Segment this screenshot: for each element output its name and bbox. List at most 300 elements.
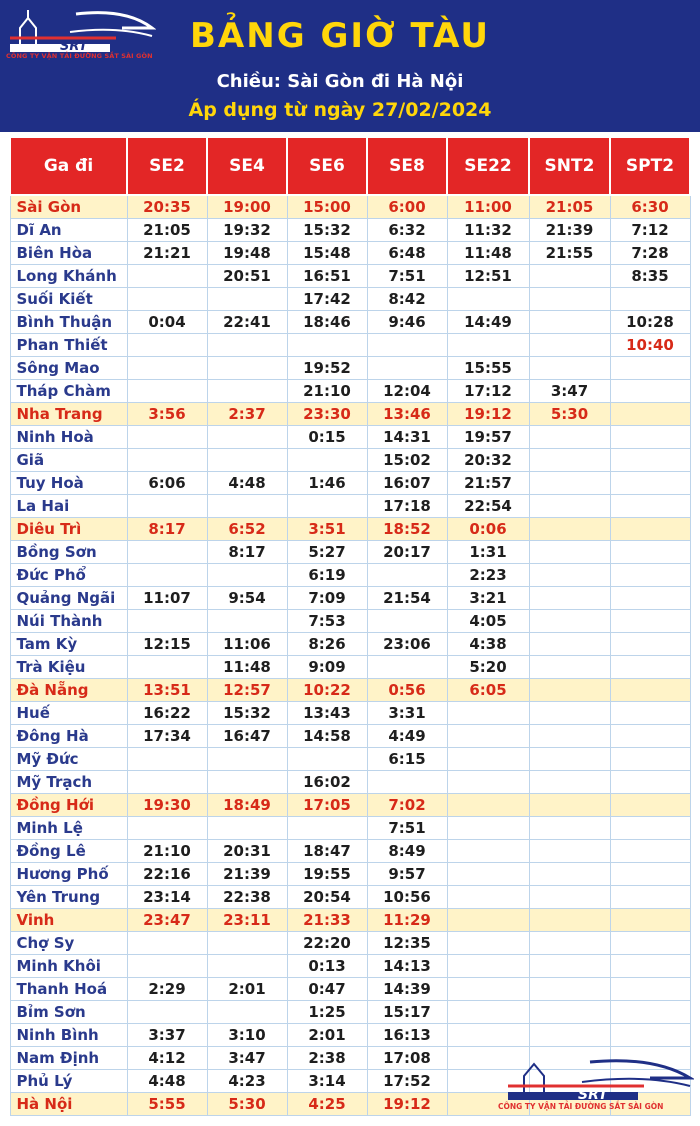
departure-time: 17:52	[367, 1070, 447, 1093]
departure-time	[529, 633, 610, 656]
station-name: Đồng Lê	[10, 840, 127, 863]
departure-time: 13:46	[367, 403, 447, 426]
footer-company-name: CÔNG TY VẬN TẢI ĐƯỜNG SẮT SÀI GÒN	[498, 1102, 664, 1111]
departure-time: 17:42	[287, 288, 367, 311]
table-row	[10, 909, 690, 932]
departure-time	[207, 932, 287, 955]
departure-time: 4:48	[127, 1070, 207, 1093]
direction-subtitle: Chiều: Sài Gòn đi Hà Nội	[216, 71, 464, 92]
departure-time	[447, 288, 529, 311]
departure-time: 15:32	[207, 702, 287, 725]
column-header-row	[10, 137, 690, 195]
departure-time: 4:12	[127, 1047, 207, 1070]
station-name: Vinh	[10, 909, 127, 932]
departure-time: 10:40	[610, 334, 690, 357]
station-name: Sài Gòn	[10, 195, 127, 219]
departure-time	[610, 587, 690, 610]
departure-time	[610, 817, 690, 840]
departure-time	[610, 679, 690, 702]
departure-time	[529, 840, 610, 863]
departure-time: 22:41	[207, 311, 287, 334]
station-name: Huế	[10, 702, 127, 725]
departure-time	[287, 748, 367, 771]
station-name: Đồng Hới	[10, 794, 127, 817]
departure-time: 3:21	[447, 587, 529, 610]
station-name: Long Khánh	[10, 265, 127, 288]
departure-time	[529, 357, 610, 380]
departure-time	[529, 978, 610, 1001]
departure-time: 22:20	[287, 932, 367, 955]
departure-time	[610, 932, 690, 955]
departure-time: 15:55	[447, 357, 529, 380]
departure-time	[529, 725, 610, 748]
departure-time: 7:51	[367, 817, 447, 840]
departure-time	[127, 748, 207, 771]
departure-time	[127, 495, 207, 518]
table-row	[10, 817, 690, 840]
departure-time	[610, 541, 690, 564]
departure-time	[207, 380, 287, 403]
departure-time	[610, 610, 690, 633]
departure-time: 9:09	[287, 656, 367, 679]
departure-time	[529, 748, 610, 771]
departure-time: 8:17	[207, 541, 287, 564]
departure-time: 20:32	[447, 449, 529, 472]
departure-time: 1:31	[447, 541, 529, 564]
departure-time: 17:12	[447, 380, 529, 403]
departure-time: 4:23	[207, 1070, 287, 1093]
table-row	[10, 472, 690, 495]
departure-time	[447, 1024, 529, 1047]
departure-time: 4:38	[447, 633, 529, 656]
departure-time: 6:19	[287, 564, 367, 587]
departure-time	[529, 472, 610, 495]
departure-time: 2:23	[447, 564, 529, 587]
footer-logo-mark: SRT	[578, 1087, 608, 1103]
departure-time	[529, 610, 610, 633]
departure-time	[529, 1024, 610, 1047]
station-name: Ninh Hoà	[10, 426, 127, 449]
departure-time	[447, 725, 529, 748]
departure-time: 16:47	[207, 725, 287, 748]
station-name: Sông Mao	[10, 357, 127, 380]
departure-time	[529, 679, 610, 702]
departure-time: 21:10	[127, 840, 207, 863]
departure-time	[529, 518, 610, 541]
departure-time: 19:30	[127, 794, 207, 817]
departure-time	[610, 449, 690, 472]
departure-time: 15:00	[287, 195, 367, 219]
station-name: Biên Hòa	[10, 242, 127, 265]
station-name: Yên Trung	[10, 886, 127, 909]
departure-time	[287, 334, 367, 357]
logo-company-name: CÔNG TY VẬN TẢI ĐƯỜNG SẮT SÀI GÒN	[6, 52, 153, 60]
station-name: Nam Định	[10, 1047, 127, 1070]
departure-time	[127, 771, 207, 794]
departure-time	[610, 863, 690, 886]
departure-time: 18:52	[367, 518, 447, 541]
departure-time: 22:16	[127, 863, 207, 886]
departure-time	[447, 334, 529, 357]
departure-time	[207, 955, 287, 978]
departure-time: 15:02	[367, 449, 447, 472]
departure-time: 4:49	[367, 725, 447, 748]
column-header-train: SE8	[367, 137, 447, 195]
table-row	[10, 748, 690, 771]
table-row	[10, 426, 690, 449]
departure-time: 2:01	[207, 978, 287, 1001]
departure-time	[610, 955, 690, 978]
departure-time	[529, 656, 610, 679]
departure-time	[610, 748, 690, 771]
station-name: Diêu Trì	[10, 518, 127, 541]
departure-time: 8:49	[367, 840, 447, 863]
departure-time	[447, 702, 529, 725]
table-row	[10, 242, 690, 265]
column-header-train: SPT2	[610, 137, 690, 195]
departure-time: 19:12	[447, 403, 529, 426]
departure-time: 21:55	[529, 242, 610, 265]
departure-time: 0:56	[367, 679, 447, 702]
departure-time	[127, 265, 207, 288]
departure-time: 19:52	[287, 357, 367, 380]
departure-time: 9:54	[207, 587, 287, 610]
departure-time: 2:29	[127, 978, 207, 1001]
departure-time: 17:18	[367, 495, 447, 518]
departure-time: 21:10	[287, 380, 367, 403]
departure-time: 21:54	[367, 587, 447, 610]
departure-time: 6:05	[447, 679, 529, 702]
departure-time: 7:02	[367, 794, 447, 817]
departure-time	[610, 380, 690, 403]
station-name: Phan Thiết	[10, 334, 127, 357]
table-row	[10, 610, 690, 633]
table-row	[10, 403, 690, 426]
departure-time	[529, 288, 610, 311]
departure-time: 4:48	[207, 472, 287, 495]
station-name: Giã	[10, 449, 127, 472]
departure-time: 18:46	[287, 311, 367, 334]
departure-time	[610, 656, 690, 679]
departure-time: 15:48	[287, 242, 367, 265]
departure-time	[447, 771, 529, 794]
table-row	[10, 518, 690, 541]
departure-time	[529, 955, 610, 978]
departure-time: 6:52	[207, 518, 287, 541]
departure-time: 20:35	[127, 195, 207, 219]
departure-time	[127, 426, 207, 449]
departure-time: 17:34	[127, 725, 207, 748]
departure-time	[207, 288, 287, 311]
table-row	[10, 564, 690, 587]
departure-time	[367, 771, 447, 794]
departure-time: 0:13	[287, 955, 367, 978]
departure-time: 6:00	[367, 195, 447, 219]
departure-time: 20:31	[207, 840, 287, 863]
departure-time: 8:35	[610, 265, 690, 288]
departure-time	[127, 288, 207, 311]
station-name: Suối Kiết	[10, 288, 127, 311]
departure-time: 21:57	[447, 472, 529, 495]
departure-time: 20:54	[287, 886, 367, 909]
departure-time: 14:13	[367, 955, 447, 978]
departure-time	[529, 541, 610, 564]
departure-time	[447, 886, 529, 909]
departure-time: 16:02	[287, 771, 367, 794]
departure-time: 16:07	[367, 472, 447, 495]
departure-time: 19:12	[367, 1093, 447, 1116]
departure-time: 10:56	[367, 886, 447, 909]
departure-time	[529, 265, 610, 288]
departure-time	[287, 449, 367, 472]
departure-time: 17:08	[367, 1047, 447, 1070]
timetable	[9, 136, 689, 1116]
departure-time	[127, 449, 207, 472]
table-row	[10, 357, 690, 380]
departure-time: 21:39	[207, 863, 287, 886]
table-row	[10, 1001, 690, 1024]
departure-time	[610, 426, 690, 449]
departure-time	[367, 610, 447, 633]
departure-time	[287, 495, 367, 518]
departure-time	[529, 932, 610, 955]
station-name: Mỹ Đức	[10, 748, 127, 771]
departure-time	[610, 702, 690, 725]
departure-time: 8:17	[127, 518, 207, 541]
departure-time: 6:48	[367, 242, 447, 265]
station-name: Quảng Ngãi	[10, 587, 127, 610]
departure-time: 6:32	[367, 219, 447, 242]
page-title: BẢNG GIỜ TÀU	[190, 16, 490, 56]
departure-time	[610, 633, 690, 656]
departure-time: 21:05	[127, 219, 207, 242]
departure-time: 14:49	[447, 311, 529, 334]
departure-time	[529, 771, 610, 794]
station-name: Ninh Bình	[10, 1024, 127, 1047]
departure-time	[610, 840, 690, 863]
table-row	[10, 633, 690, 656]
departure-time: 18:47	[287, 840, 367, 863]
departure-time: 6:06	[127, 472, 207, 495]
column-header-train: SE22	[447, 137, 529, 195]
departure-time: 3:56	[127, 403, 207, 426]
departure-time: 3:14	[287, 1070, 367, 1093]
station-name: Nha Trang	[10, 403, 127, 426]
station-name: Bình Thuận	[10, 311, 127, 334]
departure-time: 5:27	[287, 541, 367, 564]
station-name: Thanh Hoá	[10, 978, 127, 1001]
departure-time	[529, 334, 610, 357]
departure-time: 7:51	[367, 265, 447, 288]
departure-time	[367, 357, 447, 380]
departure-time: 11:48	[447, 242, 529, 265]
departure-time: 5:30	[207, 1093, 287, 1116]
departure-time	[610, 1024, 690, 1047]
departure-time	[529, 449, 610, 472]
departure-time: 22:54	[447, 495, 529, 518]
departure-time: 20:17	[367, 541, 447, 564]
table-row	[10, 656, 690, 679]
departure-time	[610, 495, 690, 518]
departure-time	[610, 564, 690, 587]
table-row	[10, 771, 690, 794]
station-name: Hà Nội	[10, 1093, 127, 1116]
table-row	[10, 541, 690, 564]
station-name: Tam Kỳ	[10, 633, 127, 656]
departure-time	[529, 886, 610, 909]
departure-time	[529, 426, 610, 449]
departure-time	[610, 1001, 690, 1024]
departure-time: 11:29	[367, 909, 447, 932]
departure-time	[610, 909, 690, 932]
departure-time	[127, 564, 207, 587]
effective-date: Áp dụng từ ngày 27/02/2024	[188, 99, 492, 121]
departure-time	[207, 771, 287, 794]
departure-time: 23:30	[287, 403, 367, 426]
table-row	[10, 863, 690, 886]
departure-time: 10:28	[610, 311, 690, 334]
departure-time	[447, 817, 529, 840]
departure-time: 11:06	[207, 633, 287, 656]
departure-time	[447, 932, 529, 955]
departure-time	[207, 1001, 287, 1024]
departure-time	[447, 955, 529, 978]
table-row	[10, 725, 690, 748]
station-name: Trà Kiệu	[10, 656, 127, 679]
table-row	[10, 679, 690, 702]
column-header-train: SNT2	[529, 137, 610, 195]
departure-time: 2:01	[287, 1024, 367, 1047]
table-row	[10, 794, 690, 817]
station-name: Minh Lệ	[10, 817, 127, 840]
station-name: Phủ Lý	[10, 1070, 127, 1093]
table-row	[10, 311, 690, 334]
departure-time: 0:06	[447, 518, 529, 541]
departure-time	[529, 702, 610, 725]
departure-time: 11:07	[127, 587, 207, 610]
departure-time	[207, 495, 287, 518]
table-row	[10, 265, 690, 288]
departure-time: 3:51	[287, 518, 367, 541]
table-row	[10, 886, 690, 909]
departure-time	[529, 863, 610, 886]
departure-time	[529, 817, 610, 840]
departure-time: 14:39	[367, 978, 447, 1001]
departure-time	[529, 564, 610, 587]
departure-time: 23:47	[127, 909, 207, 932]
departure-time	[207, 426, 287, 449]
station-name: Bồng Sơn	[10, 541, 127, 564]
departure-time	[127, 955, 207, 978]
station-name: Đông Hà	[10, 725, 127, 748]
table-row	[10, 932, 690, 955]
table-row	[10, 219, 690, 242]
departure-time: 0:47	[287, 978, 367, 1001]
departure-time: 15:17	[367, 1001, 447, 1024]
departure-time	[610, 978, 690, 1001]
departure-time: 8:42	[367, 288, 447, 311]
departure-time: 0:04	[127, 311, 207, 334]
departure-time: 2:38	[287, 1047, 367, 1070]
station-name: Tuy Hoà	[10, 472, 127, 495]
departure-time	[447, 978, 529, 1001]
departure-time: 3:47	[207, 1047, 287, 1070]
departure-time	[127, 610, 207, 633]
departure-time: 18:49	[207, 794, 287, 817]
departure-time: 0:15	[287, 426, 367, 449]
table-row	[10, 334, 690, 357]
departure-time	[207, 334, 287, 357]
departure-time	[367, 656, 447, 679]
departure-time: 21:05	[529, 195, 610, 219]
departure-time: 1:25	[287, 1001, 367, 1024]
departure-time: 9:57	[367, 863, 447, 886]
departure-time: 23:14	[127, 886, 207, 909]
table-row	[10, 955, 690, 978]
departure-time: 4:25	[287, 1093, 367, 1116]
departure-time: 12:57	[207, 679, 287, 702]
departure-time: 6:30	[610, 195, 690, 219]
station-name: Bỉm Sơn	[10, 1001, 127, 1024]
departure-time	[127, 817, 207, 840]
departure-time	[207, 449, 287, 472]
departure-time	[529, 1001, 610, 1024]
departure-time: 14:58	[287, 725, 367, 748]
station-name: Tháp Chàm	[10, 380, 127, 403]
departure-time	[529, 495, 610, 518]
departure-time	[127, 932, 207, 955]
departure-time	[610, 288, 690, 311]
departure-time: 3:10	[207, 1024, 287, 1047]
departure-time	[610, 472, 690, 495]
station-name: Núi Thành	[10, 610, 127, 633]
departure-time: 7:28	[610, 242, 690, 265]
table-row	[10, 702, 690, 725]
departure-time	[610, 518, 690, 541]
departure-time: 17:05	[287, 794, 367, 817]
column-header-station: Ga đi	[10, 137, 127, 195]
departure-time: 3:37	[127, 1024, 207, 1047]
column-header-train: SE2	[127, 137, 207, 195]
departure-time	[529, 311, 610, 334]
departure-time: 5:55	[127, 1093, 207, 1116]
station-name: Hương Phố	[10, 863, 127, 886]
table-row	[10, 195, 690, 219]
departure-time	[207, 564, 287, 587]
station-name: Đà Nẵng	[10, 679, 127, 702]
table-row	[10, 587, 690, 610]
departure-time	[447, 1001, 529, 1024]
departure-time	[127, 380, 207, 403]
departure-time: 22:38	[207, 886, 287, 909]
departure-time	[610, 794, 690, 817]
departure-time	[610, 403, 690, 426]
departure-time	[447, 909, 529, 932]
departure-time: 13:51	[127, 679, 207, 702]
departure-time	[447, 840, 529, 863]
departure-time	[610, 357, 690, 380]
departure-time: 15:32	[287, 219, 367, 242]
station-name: Mỹ Trạch	[10, 771, 127, 794]
table-row	[10, 495, 690, 518]
table-row	[10, 449, 690, 472]
table-row	[10, 380, 690, 403]
departure-time	[127, 1001, 207, 1024]
column-header-train: SE6	[287, 137, 367, 195]
station-name: Đức Phổ	[10, 564, 127, 587]
departure-time: 21:33	[287, 909, 367, 932]
departure-time	[610, 886, 690, 909]
